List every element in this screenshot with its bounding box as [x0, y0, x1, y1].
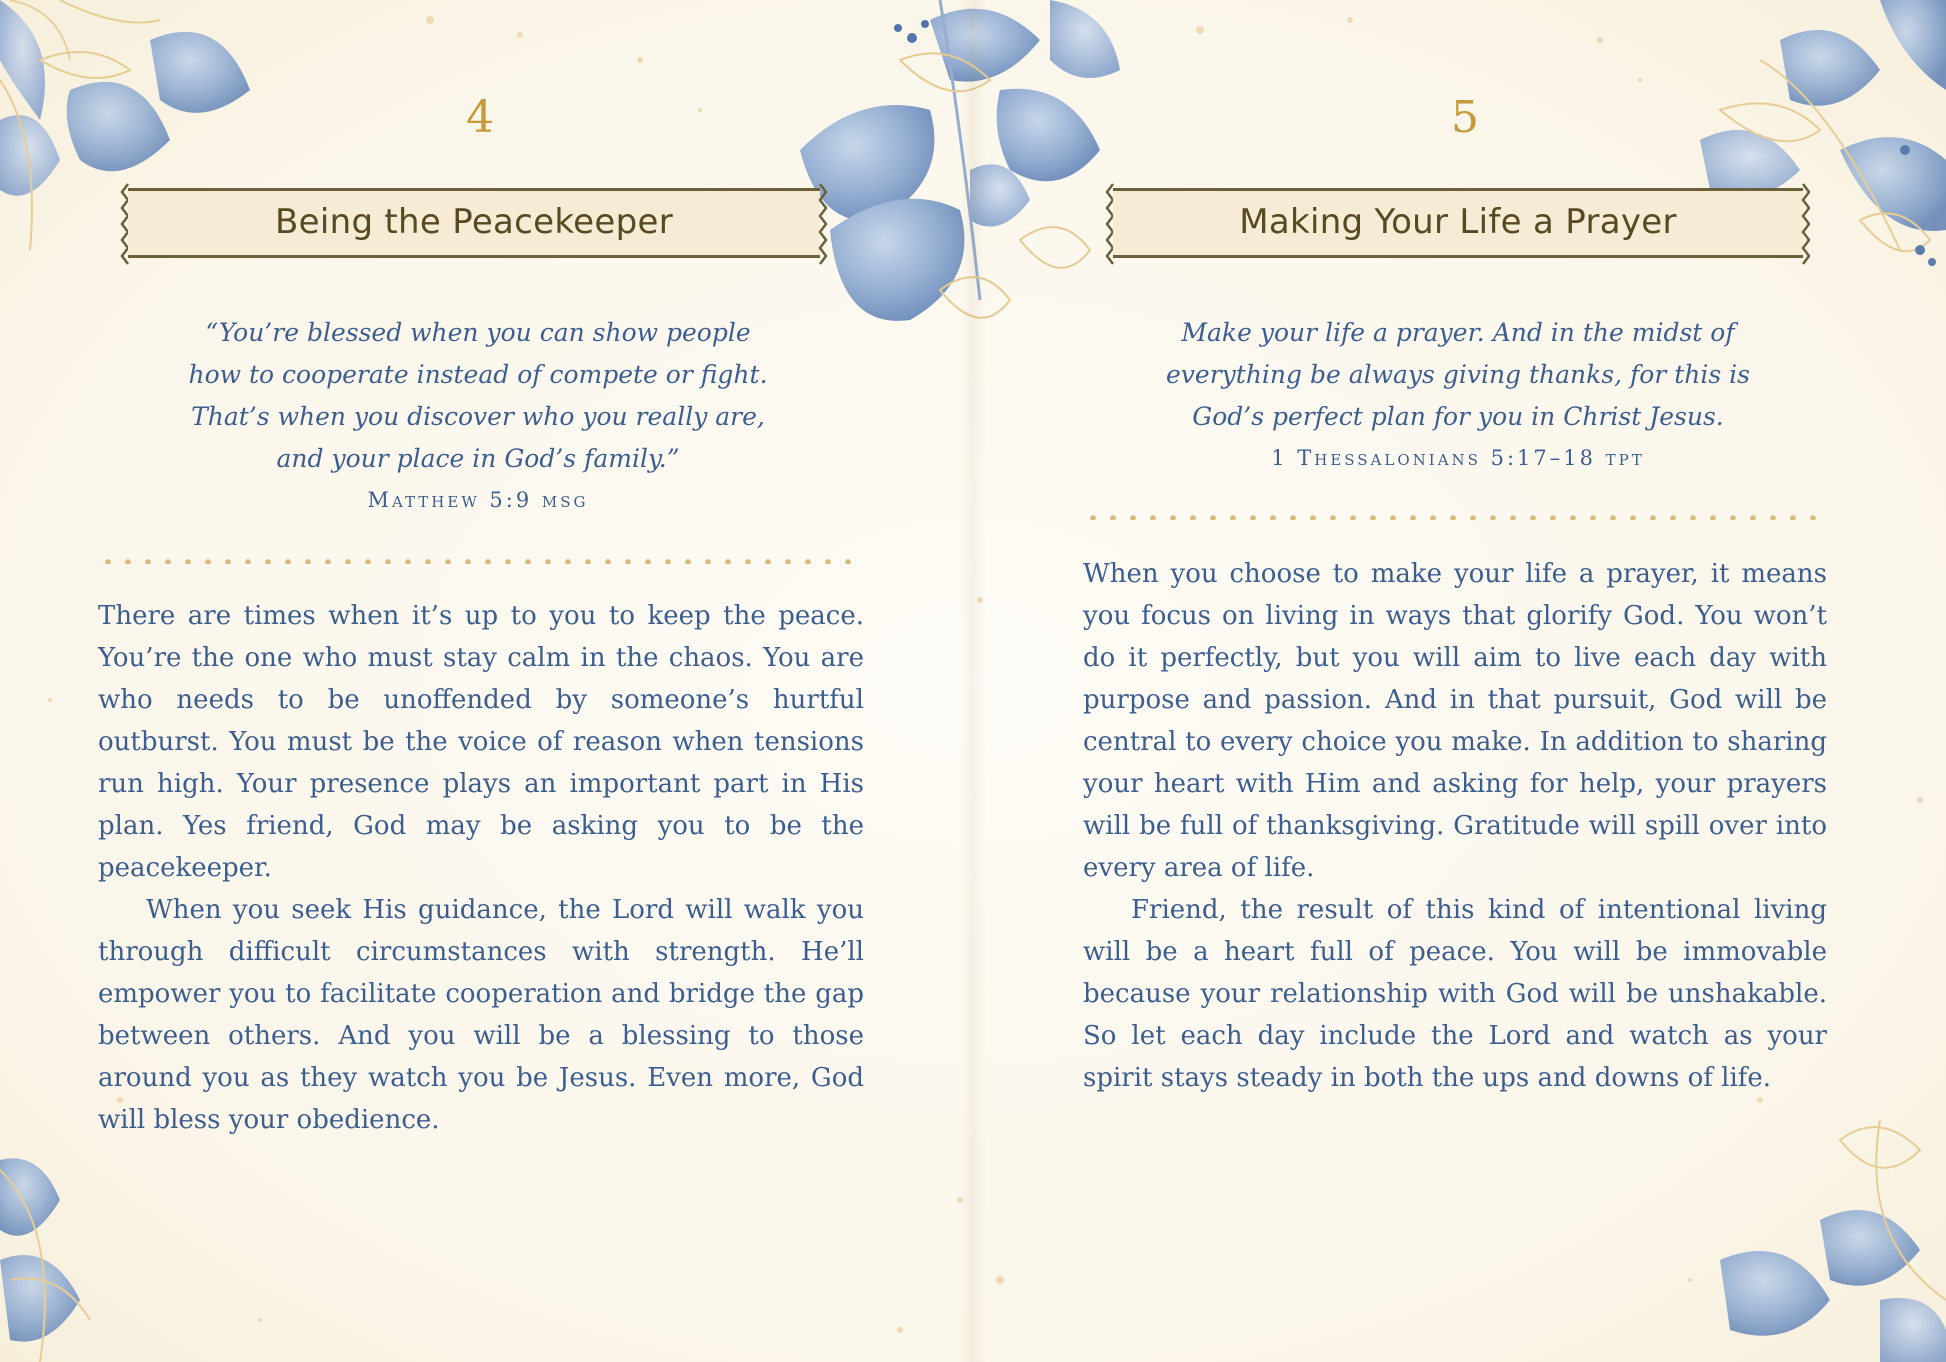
- day-number: 4: [466, 92, 494, 143]
- page-title: Making Your Life a Prayer: [1239, 202, 1677, 242]
- scripture-reference: Matthew 5:9 msg: [367, 488, 589, 512]
- devotional-body: [98, 595, 864, 1141]
- right-page: [973, 0, 1946, 1362]
- body-paragraph: Friend, the result of this kind of intentional living will be a heart full of peace. You will be immovable because your relationship with God will be unshakable. So let each day include the Lord and watch as your spirit stays steady in both the ups and downs of life.: [1083, 895, 1827, 1093]
- scripture-verse: Make your life a prayer. And in the midst of everything be always giving thanks, for this is God’s perfect plan for you in Christ Jesus.: [1166, 318, 1750, 431]
- title-banner: [1103, 180, 1813, 266]
- dotted-divider: [1083, 514, 1827, 520]
- day-number: 5: [1451, 92, 1479, 143]
- page-title: Being the Peacekeeper: [275, 202, 673, 242]
- body-paragraph: When you seek His guidance, the Lord will walk you through difficult circumstances with strength. He’ll empower you to facilitate cooperation and bridge the gap between others. And you will be a blessing to those around you as they watch you be Jesus. Even more, God will bless your obedience.: [98, 895, 864, 1135]
- devotional-body: [1083, 553, 1827, 1099]
- scripture-verse: “You’re blessed when you can show people how to cooperate instead of compete or fight. That’s when you discover who you really are, and your place in God’s family.”: [188, 318, 768, 473]
- body-paragraph: There are times when it’s up to you to keep the peace. You’re the one who must stay calm in the chaos. You are who needs to be unoffended by someone’s hurtful outburst. You must be the voice of reason when tensions run high. Your presence plays an important part in His plan. Yes friend, God may be asking you to be the peacekeeper.: [98, 601, 864, 883]
- scripture-reference: 1 Thessalonians 5:17–18 tpt: [1271, 446, 1645, 470]
- title-banner: [118, 180, 830, 266]
- body-paragraph: When you choose to make your life a prayer, it means you focus on living in ways that glorify God. You won’t do it perfectly, but you will aim to live each day with purpose and passion. And in that pursuit, God will be central to every choice you make. In addition to sharing your heart with Him and asking for help, your prayers will be full of thanksgiving. Gratitude will spill over into every area of life.: [1083, 559, 1827, 883]
- dotted-divider: [98, 558, 864, 564]
